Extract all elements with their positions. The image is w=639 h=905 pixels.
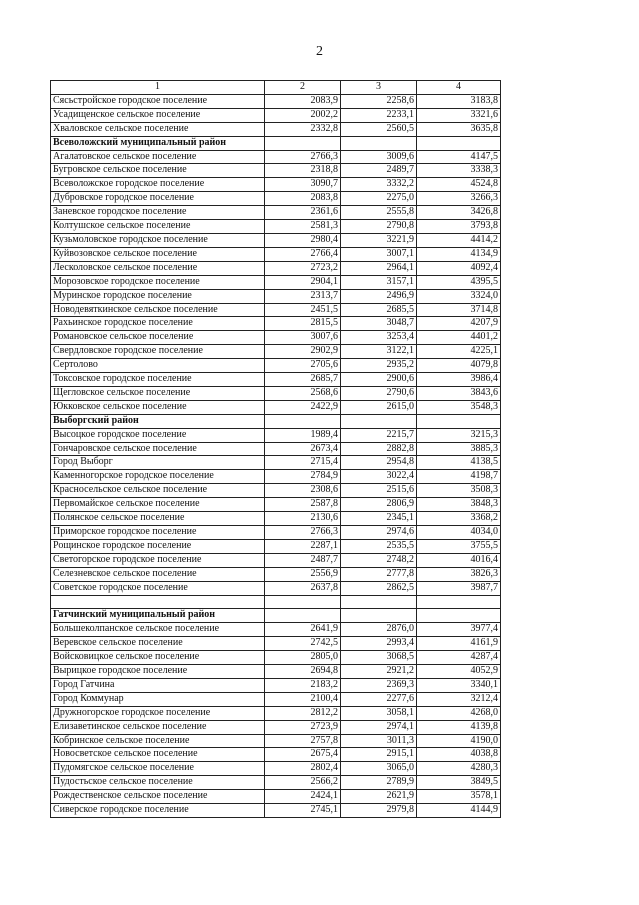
settlement-name: Романовское сельское поселение — [51, 331, 265, 345]
settlement-name: Бугровское сельское поселение — [51, 164, 265, 178]
value-col-4: 3426,8 — [417, 206, 501, 220]
section-row — [51, 414, 501, 428]
value-col-2 — [265, 136, 341, 150]
settlement-name: Большеколпанское сельское поселение — [51, 623, 265, 637]
table-row — [51, 498, 501, 512]
value-col-3: 2789,9 — [341, 776, 417, 790]
data-table — [50, 80, 501, 818]
table-row — [51, 164, 501, 178]
table-row — [51, 776, 501, 790]
settlement-name: Пудостьское сельское поселение — [51, 776, 265, 790]
value-col-2: 2183,2 — [265, 678, 341, 692]
settlement-name: Рахьинское городское поселение — [51, 317, 265, 331]
value-col-3: 2806,9 — [341, 498, 417, 512]
value-col-3: 2862,5 — [341, 581, 417, 595]
table-row — [51, 386, 501, 400]
value-col-3: 3009,6 — [341, 150, 417, 164]
value-col-2: 2100,4 — [265, 692, 341, 706]
value-col-2: 2902,9 — [265, 345, 341, 359]
section-title: Выборгский район — [51, 414, 265, 428]
value-col-2: 2361,6 — [265, 206, 341, 220]
column-header-2: 2 — [265, 81, 341, 95]
value-col-2: 2904,1 — [265, 275, 341, 289]
settlement-name: Муринское городское поселение — [51, 289, 265, 303]
value-col-3: 3007,1 — [341, 247, 417, 261]
settlement-name: Веревское сельское поселение — [51, 637, 265, 651]
value-col-3: 2215,7 — [341, 428, 417, 442]
value-col-2: 2723,2 — [265, 261, 341, 275]
value-col-2: 2705,6 — [265, 359, 341, 373]
settlement-name: Войсковицкое сельское поселение — [51, 651, 265, 665]
value-col-4: 4287,4 — [417, 651, 501, 665]
settlement-name: Сясьстройское городское поселение — [51, 94, 265, 108]
value-col-4: 3183,8 — [417, 94, 501, 108]
value-col-2: 2637,8 — [265, 581, 341, 595]
value-col-3: 3332,2 — [341, 178, 417, 192]
section-row — [51, 136, 501, 150]
value-col-2: 2083,8 — [265, 192, 341, 206]
settlement-name: Елизаветинское сельское поселение — [51, 720, 265, 734]
settlement-name: Кузьмоловское городское поселение — [51, 233, 265, 247]
settlement-name: Город Выборг — [51, 456, 265, 470]
table-row — [51, 247, 501, 261]
table-row — [51, 178, 501, 192]
table-body — [51, 94, 501, 817]
table-row — [51, 539, 501, 553]
settlement-name: Заневское городское поселение — [51, 206, 265, 220]
column-header-1: 1 — [51, 81, 265, 95]
value-col-4: 3755,5 — [417, 539, 501, 553]
value-col-4: 3324,0 — [417, 289, 501, 303]
table-row — [51, 665, 501, 679]
table-row — [51, 122, 501, 136]
value-col-2: 2130,6 — [265, 512, 341, 526]
settlement-name: Морозовское городское поселение — [51, 275, 265, 289]
value-col-3: 2496,9 — [341, 289, 417, 303]
value-col-4: 4198,7 — [417, 470, 501, 484]
column-header-3: 3 — [341, 81, 417, 95]
value-col-4: 4144,9 — [417, 804, 501, 818]
value-col-4: 3212,4 — [417, 692, 501, 706]
settlement-name: Усадищенское сельское поселение — [51, 108, 265, 122]
value-col-4: 4038,8 — [417, 748, 501, 762]
value-col-2: 2766,4 — [265, 247, 341, 261]
table-row — [51, 94, 501, 108]
value-col-4: 3986,4 — [417, 373, 501, 387]
value-col-4 — [417, 595, 501, 609]
value-col-3: 2777,8 — [341, 567, 417, 581]
value-col-4: 4138,5 — [417, 456, 501, 470]
table-row — [51, 233, 501, 247]
value-col-4: 4161,9 — [417, 637, 501, 651]
value-col-2: 2685,7 — [265, 373, 341, 387]
table-row — [51, 220, 501, 234]
value-col-2: 2083,9 — [265, 94, 341, 108]
value-col-4: 4139,8 — [417, 720, 501, 734]
settlement-name: Сертолово — [51, 359, 265, 373]
value-col-4: 4524,8 — [417, 178, 501, 192]
table-row — [51, 804, 501, 818]
value-col-4: 4225,1 — [417, 345, 501, 359]
value-col-4 — [417, 414, 501, 428]
value-col-2: 2487,7 — [265, 553, 341, 567]
value-col-2: 2766,3 — [265, 150, 341, 164]
value-col-2: 2566,2 — [265, 776, 341, 790]
value-col-3: 2790,8 — [341, 220, 417, 234]
table-row — [51, 623, 501, 637]
value-col-2: 2757,8 — [265, 734, 341, 748]
settlement-name: Куйвозовское сельское поселение — [51, 247, 265, 261]
value-col-2: 2556,9 — [265, 567, 341, 581]
value-col-4: 3848,3 — [417, 498, 501, 512]
value-col-3: 3068,5 — [341, 651, 417, 665]
table-row — [51, 261, 501, 275]
value-col-4: 4268,0 — [417, 706, 501, 720]
value-col-2: 2742,5 — [265, 637, 341, 651]
table-row — [51, 553, 501, 567]
value-col-4: 3977,4 — [417, 623, 501, 637]
settlement-name: Новосветское сельское поселение — [51, 748, 265, 762]
table-row — [51, 456, 501, 470]
settlement-name: Красносельское сельское поселение — [51, 484, 265, 498]
value-col-3: 3122,1 — [341, 345, 417, 359]
value-col-3: 2964,1 — [341, 261, 417, 275]
settlement-name: Полянское сельское поселение — [51, 512, 265, 526]
table-row — [51, 373, 501, 387]
settlement-name: Светогорское городское поселение — [51, 553, 265, 567]
value-col-2: 2715,4 — [265, 456, 341, 470]
settlement-name: Рождественское сельское поселение — [51, 790, 265, 804]
value-col-2: 3007,6 — [265, 331, 341, 345]
table-row — [51, 651, 501, 665]
value-col-3: 2345,1 — [341, 512, 417, 526]
value-col-3: 2277,6 — [341, 692, 417, 706]
value-col-3: 3048,7 — [341, 317, 417, 331]
value-col-2: 2587,8 — [265, 498, 341, 512]
table-row — [51, 206, 501, 220]
value-col-3 — [341, 136, 417, 150]
value-col-3 — [341, 414, 417, 428]
settlement-name: Хваловское сельское поселение — [51, 122, 265, 136]
settlement-name: Щегловское сельское поселение — [51, 386, 265, 400]
value-col-2 — [265, 595, 341, 609]
section-row — [51, 609, 501, 623]
value-col-4: 3266,3 — [417, 192, 501, 206]
value-col-3: 2974,1 — [341, 720, 417, 734]
value-col-4: 3340,1 — [417, 678, 501, 692]
value-col-4: 3508,3 — [417, 484, 501, 498]
value-col-4 — [417, 136, 501, 150]
table-row — [51, 734, 501, 748]
value-col-2 — [265, 414, 341, 428]
value-col-4: 3635,8 — [417, 122, 501, 136]
value-col-3: 3157,1 — [341, 275, 417, 289]
value-col-2: 2812,2 — [265, 706, 341, 720]
value-col-2: 2675,4 — [265, 748, 341, 762]
table-row — [51, 470, 501, 484]
value-col-3: 2258,6 — [341, 94, 417, 108]
settlement-name: Токсовское городское поселение — [51, 373, 265, 387]
value-col-4: 3338,3 — [417, 164, 501, 178]
section-title: Гатчинский муниципальный район — [51, 609, 265, 623]
value-col-2: 2313,7 — [265, 289, 341, 303]
value-col-3: 2489,7 — [341, 164, 417, 178]
table-row — [51, 512, 501, 526]
table-header-row — [51, 81, 501, 95]
value-col-2: 3090,7 — [265, 178, 341, 192]
value-col-3: 2621,9 — [341, 790, 417, 804]
value-col-4: 3793,8 — [417, 220, 501, 234]
value-col-2: 2424,1 — [265, 790, 341, 804]
page-number: 2 — [316, 44, 323, 59]
value-col-3: 2790,6 — [341, 386, 417, 400]
value-col-3: 3253,4 — [341, 331, 417, 345]
value-col-4: 3987,7 — [417, 581, 501, 595]
settlement-name: Агалатовское сельское поселение — [51, 150, 265, 164]
table-row — [51, 331, 501, 345]
settlement-name: Сиверское городское поселение — [51, 804, 265, 818]
value-col-2: 2422,9 — [265, 400, 341, 414]
value-col-3: 3011,3 — [341, 734, 417, 748]
settlement-name: Дружногорское городское поселение — [51, 706, 265, 720]
value-col-4: 4147,5 — [417, 150, 501, 164]
value-col-3: 2685,5 — [341, 303, 417, 317]
value-col-2: 2723,9 — [265, 720, 341, 734]
value-col-4: 4395,5 — [417, 275, 501, 289]
settlement-name: Лесколовское сельское поселение — [51, 261, 265, 275]
value-col-2: 2805,0 — [265, 651, 341, 665]
value-col-3: 3221,9 — [341, 233, 417, 247]
value-col-4: 4079,8 — [417, 359, 501, 373]
value-col-3: 2615,0 — [341, 400, 417, 414]
settlement-name: Новодевяткинское сельское поселение — [51, 303, 265, 317]
table-row — [51, 484, 501, 498]
value-col-3: 2882,8 — [341, 442, 417, 456]
value-col-2: 2980,4 — [265, 233, 341, 247]
value-col-3: 2979,8 — [341, 804, 417, 818]
settlement-name: Вырицкое городское поселение — [51, 665, 265, 679]
column-header-4: 4 — [417, 81, 501, 95]
settlement-name: Каменногорское городское поселение — [51, 470, 265, 484]
value-col-3: 2900,6 — [341, 373, 417, 387]
value-col-2: 2673,4 — [265, 442, 341, 456]
value-col-3: 2993,4 — [341, 637, 417, 651]
table-row — [51, 526, 501, 540]
value-col-4: 3321,6 — [417, 108, 501, 122]
value-col-3: 3022,4 — [341, 470, 417, 484]
value-col-4: 4401,2 — [417, 331, 501, 345]
value-col-2: 2002,2 — [265, 108, 341, 122]
value-col-3: 3065,0 — [341, 762, 417, 776]
settlement-name: Кобринское сельское поселение — [51, 734, 265, 748]
table-row — [51, 748, 501, 762]
settlement-name: Дубровское городское поселение — [51, 192, 265, 206]
value-col-2: 2815,5 — [265, 317, 341, 331]
table-row — [51, 400, 501, 414]
value-col-4: 3578,1 — [417, 790, 501, 804]
value-col-2: 2318,8 — [265, 164, 341, 178]
value-col-3: 2876,0 — [341, 623, 417, 637]
value-col-4: 3548,3 — [417, 400, 501, 414]
value-col-2: 2766,3 — [265, 526, 341, 540]
table-row — [51, 692, 501, 706]
value-col-4: 3826,3 — [417, 567, 501, 581]
value-col-2: 2332,8 — [265, 122, 341, 136]
value-col-3 — [341, 609, 417, 623]
settlement-name: Советское городское поселение — [51, 581, 265, 595]
value-col-2: 2287,1 — [265, 539, 341, 553]
value-col-2: 2784,9 — [265, 470, 341, 484]
value-col-4: 3849,5 — [417, 776, 501, 790]
value-col-4: 4414,2 — [417, 233, 501, 247]
value-col-3: 2515,6 — [341, 484, 417, 498]
table-row — [51, 275, 501, 289]
value-col-4: 4034,0 — [417, 526, 501, 540]
settlement-name — [51, 595, 265, 609]
table-row — [51, 289, 501, 303]
value-col-3: 2748,2 — [341, 553, 417, 567]
settlement-name: Город Гатчина — [51, 678, 265, 692]
table-row — [51, 581, 501, 595]
value-col-4: 4016,4 — [417, 553, 501, 567]
settlement-name: Всеволожское городское поселение — [51, 178, 265, 192]
table-row — [51, 442, 501, 456]
value-col-2: 2568,6 — [265, 386, 341, 400]
value-col-3: 2369,3 — [341, 678, 417, 692]
section-title: Всеволожский муниципальный район — [51, 136, 265, 150]
value-col-3: 2954,8 — [341, 456, 417, 470]
settlement-name: Селезневское сельское поселение — [51, 567, 265, 581]
value-col-3: 3058,1 — [341, 706, 417, 720]
table-row — [51, 637, 501, 651]
value-col-3: 2935,2 — [341, 359, 417, 373]
value-col-3: 2915,1 — [341, 748, 417, 762]
settlement-name: Первомайское сельское поселение — [51, 498, 265, 512]
settlement-name: Город Коммунар — [51, 692, 265, 706]
table-row — [51, 192, 501, 206]
value-col-4: 3368,2 — [417, 512, 501, 526]
value-col-4: 4052,9 — [417, 665, 501, 679]
table-row — [51, 678, 501, 692]
value-col-2: 1989,4 — [265, 428, 341, 442]
table-row — [51, 706, 501, 720]
value-col-2: 2694,8 — [265, 665, 341, 679]
value-col-2: 2451,5 — [265, 303, 341, 317]
value-col-3: 2555,8 — [341, 206, 417, 220]
table-row — [51, 595, 501, 609]
table-row — [51, 108, 501, 122]
table-row — [51, 428, 501, 442]
value-col-3: 2275,0 — [341, 192, 417, 206]
table-row — [51, 345, 501, 359]
settlement-name: Рощинское городское поселение — [51, 539, 265, 553]
table-row — [51, 317, 501, 331]
value-col-4 — [417, 609, 501, 623]
settlement-name: Пудомягское сельское поселение — [51, 762, 265, 776]
value-col-4: 3843,6 — [417, 386, 501, 400]
table-row — [51, 359, 501, 373]
value-col-3: 2921,2 — [341, 665, 417, 679]
value-col-3: 2974,6 — [341, 526, 417, 540]
value-col-2: 2745,1 — [265, 804, 341, 818]
settlement-name: Высоцкое городское поселение — [51, 428, 265, 442]
value-col-2: 2581,3 — [265, 220, 341, 234]
settlement-name: Свердловское городское поселение — [51, 345, 265, 359]
settlement-name: Приморское городское поселение — [51, 526, 265, 540]
table-row — [51, 762, 501, 776]
table-row — [51, 150, 501, 164]
value-col-2: 2802,4 — [265, 762, 341, 776]
value-col-4: 3714,8 — [417, 303, 501, 317]
value-col-3: 2535,5 — [341, 539, 417, 553]
table-row — [51, 303, 501, 317]
value-col-4: 4092,4 — [417, 261, 501, 275]
settlement-name: Колтушское сельское поселение — [51, 220, 265, 234]
value-col-4: 3885,3 — [417, 442, 501, 456]
value-col-2 — [265, 609, 341, 623]
value-col-2: 2308,6 — [265, 484, 341, 498]
table-row — [51, 720, 501, 734]
value-col-4: 4280,3 — [417, 762, 501, 776]
value-col-4: 4207,9 — [417, 317, 501, 331]
value-col-2: 2641,9 — [265, 623, 341, 637]
value-col-3 — [341, 595, 417, 609]
value-col-3: 2560,5 — [341, 122, 417, 136]
value-col-3: 2233,1 — [341, 108, 417, 122]
settlement-name: Гончаровское сельское поселение — [51, 442, 265, 456]
value-col-4: 3215,3 — [417, 428, 501, 442]
table-row — [51, 790, 501, 804]
table-row — [51, 567, 501, 581]
value-col-4: 4190,0 — [417, 734, 501, 748]
settlement-name: Юкковское сельское поселение — [51, 400, 265, 414]
value-col-4: 4134,9 — [417, 247, 501, 261]
